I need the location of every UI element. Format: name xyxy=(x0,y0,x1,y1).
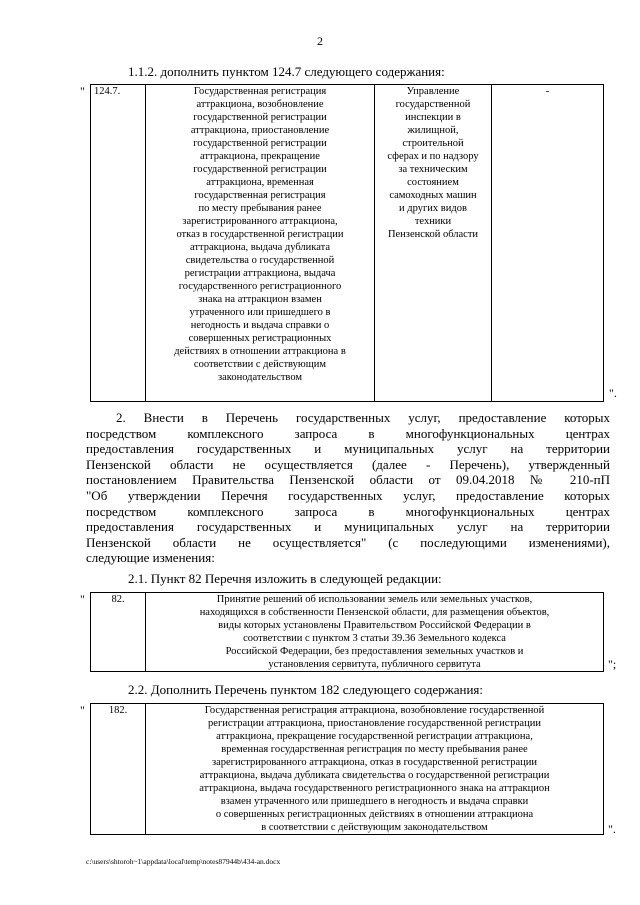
text-line: Принятие решений об использовании земель или земельных участков, xyxy=(216,594,533,605)
text-line: соответствии с пунктом 3 статьи 39.36 Земельного кодекса xyxy=(243,633,506,644)
open-quote: " xyxy=(80,592,85,606)
text-line: государственной регистрации xyxy=(193,164,327,175)
text-line: предоставления государственных и муниципальных услуг на территории xyxy=(86,441,610,457)
text-line: аттракциона, выдача дубликата свидетельства о государственной регистрации xyxy=(199,770,550,781)
text-line: совершенных регистрационных xyxy=(188,333,332,344)
text-line: постановлением Правительства Пензенской области от 09.04.2018 № 210-пП xyxy=(86,472,610,488)
close-quote: "; xyxy=(608,657,617,671)
text-line: аттракциона, приостановление xyxy=(190,125,330,136)
item-number: 182. xyxy=(91,704,146,835)
text-line: аттракциона, выдача государственного регистрационного знака на аттракцион xyxy=(199,783,550,794)
table-item-82 xyxy=(90,592,604,672)
text-line: 2. Внести в Перечень государственных услуг, предоставление которых xyxy=(116,410,610,425)
text-line: Государственная регистрация xyxy=(193,86,327,97)
text-line: состоянием xyxy=(407,177,459,188)
open-quote: " xyxy=(80,84,85,98)
file-path-footer: c:\users\shtoroh~1\appdata\local\temp\notes87944b\434-an.docx xyxy=(86,857,281,866)
item-number: 82. xyxy=(91,593,146,672)
table-item-124-7 xyxy=(90,84,604,402)
dash-cell: - xyxy=(492,85,604,402)
section-2-1-heading: 2.1. Пункт 82 Перечня изложить в следующей редакции: xyxy=(128,571,442,586)
text-line: установления сервитута, публичного сервитута xyxy=(268,659,481,670)
text-line: инспекции в xyxy=(405,112,461,123)
text-line: взамен утраченного или пришедшего в негодность и выдача справки xyxy=(220,796,529,807)
text-line: соответствии с действующим xyxy=(193,359,327,370)
text-line: аттракциона, временная xyxy=(206,177,314,188)
text-line: утраченного или пришедшего в xyxy=(189,307,331,318)
text-line: строительной xyxy=(402,138,464,149)
paragraph-2 xyxy=(86,410,610,566)
text-line: Российской Федерации, без предоставления земельных участков и xyxy=(225,646,524,657)
text-line: государственная регистрация xyxy=(194,190,326,201)
text-line: посредством комплексного запроса в многофункциональных центрах xyxy=(86,425,610,441)
text-line: временная государственная регистрация по месту пребывания ранее xyxy=(221,744,528,755)
section-2-2-heading: 2.2. Дополнить Перечень пунктом 182 следующего содержания: xyxy=(128,682,484,697)
text-line: знака на аттракцион взамен xyxy=(198,294,322,305)
section-1-1-2-heading: 1.1.2. дополнить пунктом 124.7 следующего содержания: xyxy=(128,64,445,79)
text-line: Пензенской области xyxy=(387,229,479,240)
text-line: "Об утверждении Перечня государственных услуг, предоставление которых xyxy=(86,487,610,503)
text-line: регистрации аттракциона, приостановление государственной регистрации xyxy=(208,718,541,729)
text-line: техники xyxy=(414,216,452,227)
text-line: предоставления государственных и муниципальных услуг на территории xyxy=(86,519,610,535)
text-line: аттракциона, выдача дубликата xyxy=(190,242,330,253)
service-text-cell xyxy=(146,704,604,835)
text-line: по месту пребывания ранее xyxy=(198,203,322,214)
authority-cell xyxy=(375,85,492,402)
text-line: государственной регистрации xyxy=(193,138,327,149)
text-line: самоходных машин xyxy=(389,190,477,201)
text-line: государственной xyxy=(395,99,471,110)
text-line: Управление xyxy=(406,86,460,97)
text-line: посредством комплексного запроса в многофункциональных центрах xyxy=(86,503,610,519)
open-quote: " xyxy=(80,703,85,717)
text-line: зарегистрированного аттракциона, отказ в государственной регистрации xyxy=(211,757,538,768)
text-line: аттракциона, прекращение xyxy=(200,151,320,162)
table-item-182 xyxy=(90,703,604,835)
service-text-cell xyxy=(146,593,604,672)
text-line: Пензенской области не осуществляется" (с последующими изменениями), xyxy=(86,534,610,550)
text-line: аттракциона, прекращение государственной регистрации аттракциона, xyxy=(216,731,533,742)
text-line: зарегистрированного аттракциона, xyxy=(182,216,338,227)
text-line: находящихся в собственности Пензенской области, для размещения объектов, xyxy=(199,607,550,618)
text-line: за техническим xyxy=(398,164,468,175)
text-line: в соответствии с действующим законодательством xyxy=(261,822,488,833)
text-line: следующие изменения: xyxy=(86,550,215,566)
text-line: государственной регистрации xyxy=(193,112,327,123)
text-line: свидетельства о государственной xyxy=(185,255,335,266)
text-line: о совершенных регистрационных действиях в отношении аттракциона xyxy=(215,809,534,820)
close-quote: ". xyxy=(609,386,617,400)
page-number: 2 xyxy=(317,34,323,48)
text-line: законодательством xyxy=(217,372,303,383)
text-line: отказ в государственной регистрации xyxy=(176,229,344,240)
text-line: виды которых установлены Правительством Российской Федерации в xyxy=(218,620,531,631)
text-line: и других видов xyxy=(399,203,467,214)
text-line: действиях в отношении аттракциона в xyxy=(174,346,346,357)
text-line: Государственная регистрация аттракциона, возобновление государственной xyxy=(204,705,545,716)
text-line: жилищной, xyxy=(407,125,459,136)
text-line: негодность и выдача справки о xyxy=(190,320,330,331)
text-line: Пензенской области не осуществляется (далее - Перечень), утвержденный xyxy=(86,456,610,472)
close-quote: ". xyxy=(608,822,616,836)
item-number: 124.7. xyxy=(91,85,146,402)
service-name-cell xyxy=(146,85,375,402)
text-line: регистрации аттракциона, выдача xyxy=(184,268,336,279)
text-line: государственного регистрационного xyxy=(178,281,342,292)
text-line: аттракциона, возобновление xyxy=(196,99,324,110)
text-line: сферах и по надзору xyxy=(387,151,479,162)
